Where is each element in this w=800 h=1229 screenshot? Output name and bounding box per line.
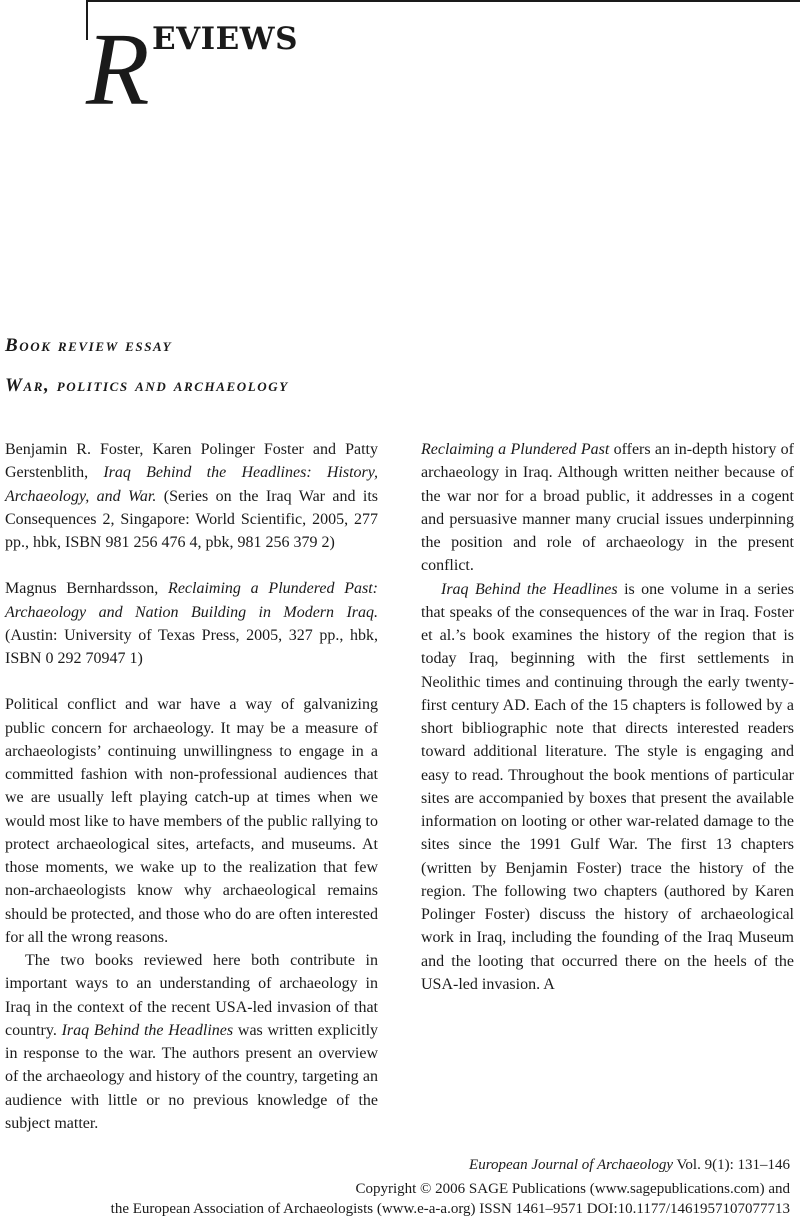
citation-second-authors: Magnus Bernhardsson, [5, 580, 169, 598]
body-paragraph-2-cont [421, 438, 794, 578]
footer-association: the European Association of Archaeologists (www.e-a-a.org) ISSN 1461–9571 DOI:10.1177/1461957107077713 [110, 1201, 790, 1217]
citation-first-details: (Series on the Iraq War and its Consequences 2, Singapore: World Scientific, 2005, 277 pp., hbk, ISBN 981 256 476 4, pbk, 981 256 379 2) [5, 487, 378, 551]
section-label: Book review essay [5, 335, 173, 356]
header-drop-letter: R [86, 12, 150, 127]
citation-second-details: (Austin: University of Texas Press, 2005, 327 pp., hbk, ISBN 0 292 70947 1) [5, 626, 378, 667]
citation-first-authors: Benjamin R. Foster, Karen Polinger Foster and Patty Gerstenblith, [5, 441, 378, 482]
left-column [5, 438, 378, 1135]
header-title: EVIEWS [152, 21, 299, 57]
citation-second [5, 577, 378, 670]
footer-copyright: Copyright © 2006 SAGE Publications (www.sagepublications.com) and [355, 1181, 790, 1197]
right-column [421, 438, 794, 996]
top-rule [86, 0, 800, 2]
body-paragraph-1: Political conflict and war have a way of galvanizing public concern for archaeology. It may be a measure of archaeologists’ continuing unwillingness to engage in a committed fashion with non-professional audiences that we are usually left playing catch-up at times when we would most like to have members of the public rallying to protect archaeological sites, artefacts, and museums. At those moments, we wake up to the realization that few non-archaeologists know why archaeological remains should be protected, and those who do are often interested for all the wrong reasons. [5, 696, 378, 946]
body-p2-b: was written explicitly in response to the war. The authors present an overview of the archaeology and history of the country, targeting an audience with little or no previous knowledge of the subject matter. [5, 1021, 379, 1132]
body-p2-title2: Reclaiming a Plundered Past [421, 441, 610, 458]
body-p2-a: The two books reviewed here both contribute in important ways to an understanding of archaeology in Iraq in the context of the recent USA-led invasion of that country. [5, 952, 378, 1039]
body-p3-a: is one volume in a series that speaks of the consequences of the war in Iraq. Foster et al.’s book examines the history of the region that is today Iraq, beginning with the first settlements in Neolithic times and continuing through the early twenty-first century AD. Each of the 15 chapters is followed by a short bibliographic note that directs interested readers toward additional literature. The style is engaging and easy to read. Throughout the book mentions of particular sites are accompanied by boxes that present the available information on looting or other war-related damage to the sites since the 1991 Gulf War. The first 13 chapters (written by Benjamin Foster) trace the history of the region. The following two chapters (authored by Karen Polinger Foster) discuss the history of archaeological work in Iraq, including the founding of the Iraq Museum and the looting that occurred there on the heels of the USA-led invasion. A [421, 580, 795, 993]
body-p2-c: offers an in-depth history of archaeology in Iraq. Although written neither because of the war nor for a broad public, it addresses in a cogent and persuasive manner many crucial issues underpinning the position and role of archaeology in the present conflict. [421, 441, 795, 575]
body-p2-title: Iraq Behind the Headlines [61, 1021, 234, 1039]
citation-second-title: Reclaiming a Plundered Past: Archaeology and Nation Building in Modern Iraq. [5, 580, 378, 621]
body-p3-title: Iraq Behind the Headlines [441, 580, 618, 598]
footer-journal [469, 1158, 790, 1173]
essay-title: War, politics and archaeology [5, 375, 289, 396]
citation-first [5, 438, 378, 554]
footer-journal-vol: Vol. 9(1): 131–146 [673, 1157, 790, 1173]
citation-first-title: Iraq Behind the Headlines: History, Archaeology, and War. [5, 464, 378, 505]
body-paragraph-2 [5, 949, 378, 1135]
body-paragraph-3 [421, 578, 794, 997]
footer-journal-title: European Journal of Archaeology [469, 1157, 674, 1173]
